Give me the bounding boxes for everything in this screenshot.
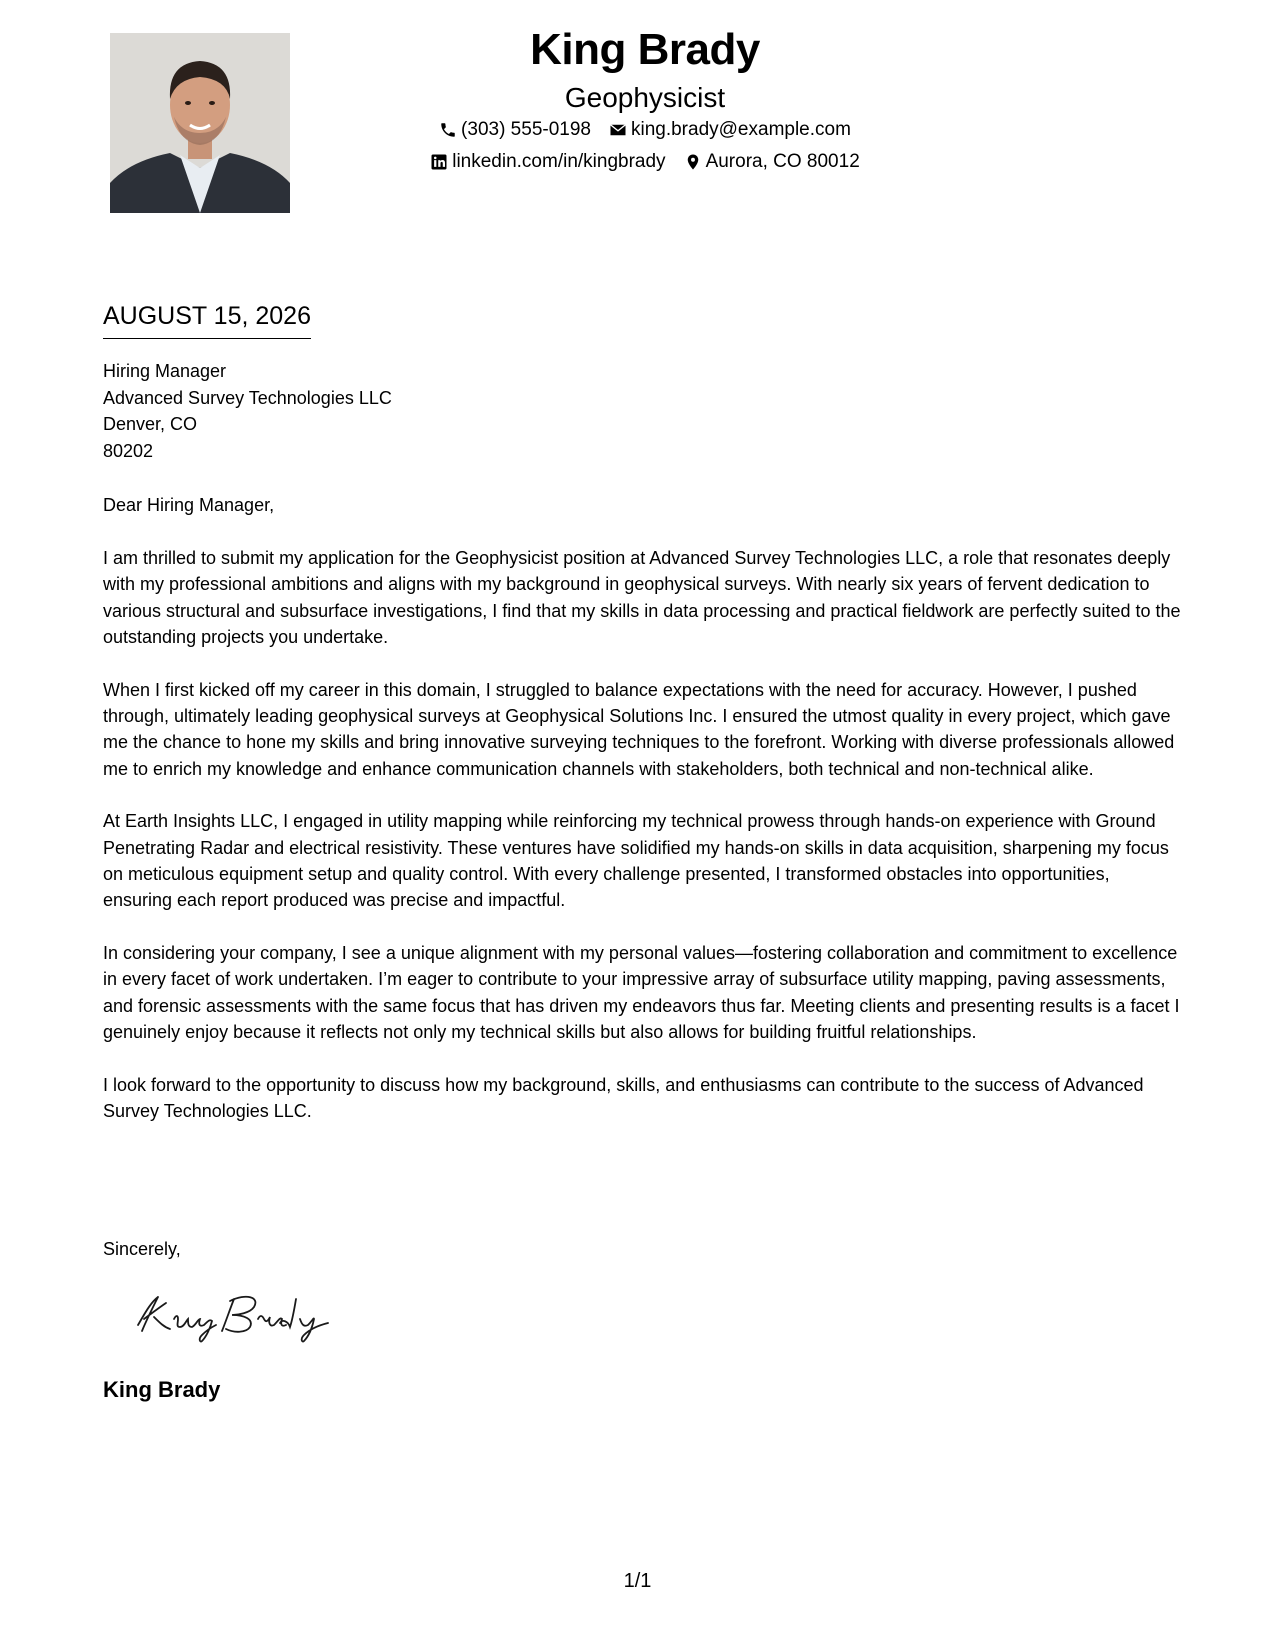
recipient-line: 80202 bbox=[103, 440, 154, 461]
location-text: Aurora, CO 80012 bbox=[705, 151, 860, 172]
handwritten-signature bbox=[130, 1285, 350, 1345]
phone-icon bbox=[439, 121, 457, 139]
body-paragraph: When I first kicked off my career in this domain, I struggled to balance expectations with the need for accuracy. However, I pushed through, ultimately leading geophysical surveys at Geophysical Solutions Inc. I ensured the utmost quality in every project, which gave me the chance to hone my skills and bring innovative surveying techniques to the forefront. Working with diverse professionals allowed me to enrich my knowledge and enhance communication channels with stakeholders, both technical and non-technical alike. bbox=[103, 679, 1175, 779]
recipient-line: Hiring Manager bbox=[103, 361, 227, 381]
signed-name: King Brady bbox=[103, 1377, 221, 1402]
profile-photo bbox=[110, 33, 290, 213]
envelope-icon bbox=[609, 121, 627, 139]
contact-phone bbox=[439, 114, 591, 146]
body-paragraph: I look forward to the opportunity to discuss how my background, skills, and enthusiasms can contribute to the success of Advanced Survey Technologies LLC. bbox=[103, 1074, 1144, 1122]
letter-body bbox=[103, 545, 1183, 1151]
email-text: king.brady@example.com bbox=[630, 119, 851, 140]
map-pin-icon bbox=[684, 153, 702, 171]
letter-date: AUGUST 15, 2026 bbox=[103, 300, 311, 339]
recipient-line: Advanced Survey Technologies LLC bbox=[103, 387, 392, 408]
recipient-block bbox=[103, 358, 392, 464]
applicant-name: King Brady bbox=[530, 25, 760, 74]
salutation: Dear Hiring Manager, bbox=[103, 495, 275, 515]
applicant-role: Geophysicist bbox=[564, 82, 726, 113]
contact-email[interactable] bbox=[609, 114, 851, 146]
closing: Sincerely, bbox=[103, 1239, 181, 1259]
profile-photo-image bbox=[110, 33, 290, 213]
contact-row-secondary bbox=[300, 146, 990, 178]
body-paragraph: I am thrilled to submit my application for the Geophysicist position at Advanced Survey Technologies LLC, a role that resonates deeply with my professional ambitions and aligns with my background in geophysical surveys. With nearly six years of fervent dedication to various structural and subsurface investigations, I find that my skills in data processing and practical fieldwork are perfectly suited to the outstanding projects you undertake. bbox=[103, 548, 1181, 647]
linkedin-icon bbox=[430, 153, 448, 171]
linkedin-text: linkedin.com/in/kingbrady bbox=[452, 151, 666, 172]
recipient-line: Denver, CO bbox=[103, 414, 198, 434]
contact-location bbox=[684, 146, 860, 178]
phone-text: (303) 555-0198 bbox=[461, 119, 591, 140]
body-paragraph: In considering your company, I see a unique alignment with my personal values—fostering collaboration and commitment to excellence in every facet of work undertaken. I’m eager to contribute to your impressive array of subsurface utility mapping, paving assessments, and forensic assessments with the same focus that has driven my endeavors thus far. Meeting clients and presenting results is a facet I genuinely enjoy because it reflects not only my technical skills but also allows for building fruitful relationships. bbox=[103, 943, 1180, 1042]
page-number: 1/1 bbox=[623, 1570, 652, 1592]
contact-linkedin[interactable] bbox=[430, 146, 665, 178]
letter-header bbox=[300, 18, 990, 178]
body-paragraph: At Earth Insights LLC, I engaged in utility mapping while reinforcing my technical prowess through hands-on experience with Ground Penetrating Radar and electrical resistivity. These ventures have solidified my hands-on skills in data acquisition, sharpening my focus on meticulous equipment setup and quality control. With every challenge presented, I transformed obstacles into opportunities, ensuring each report produced was precise and impactful. bbox=[103, 811, 1169, 911]
contact-row-primary bbox=[300, 114, 990, 146]
